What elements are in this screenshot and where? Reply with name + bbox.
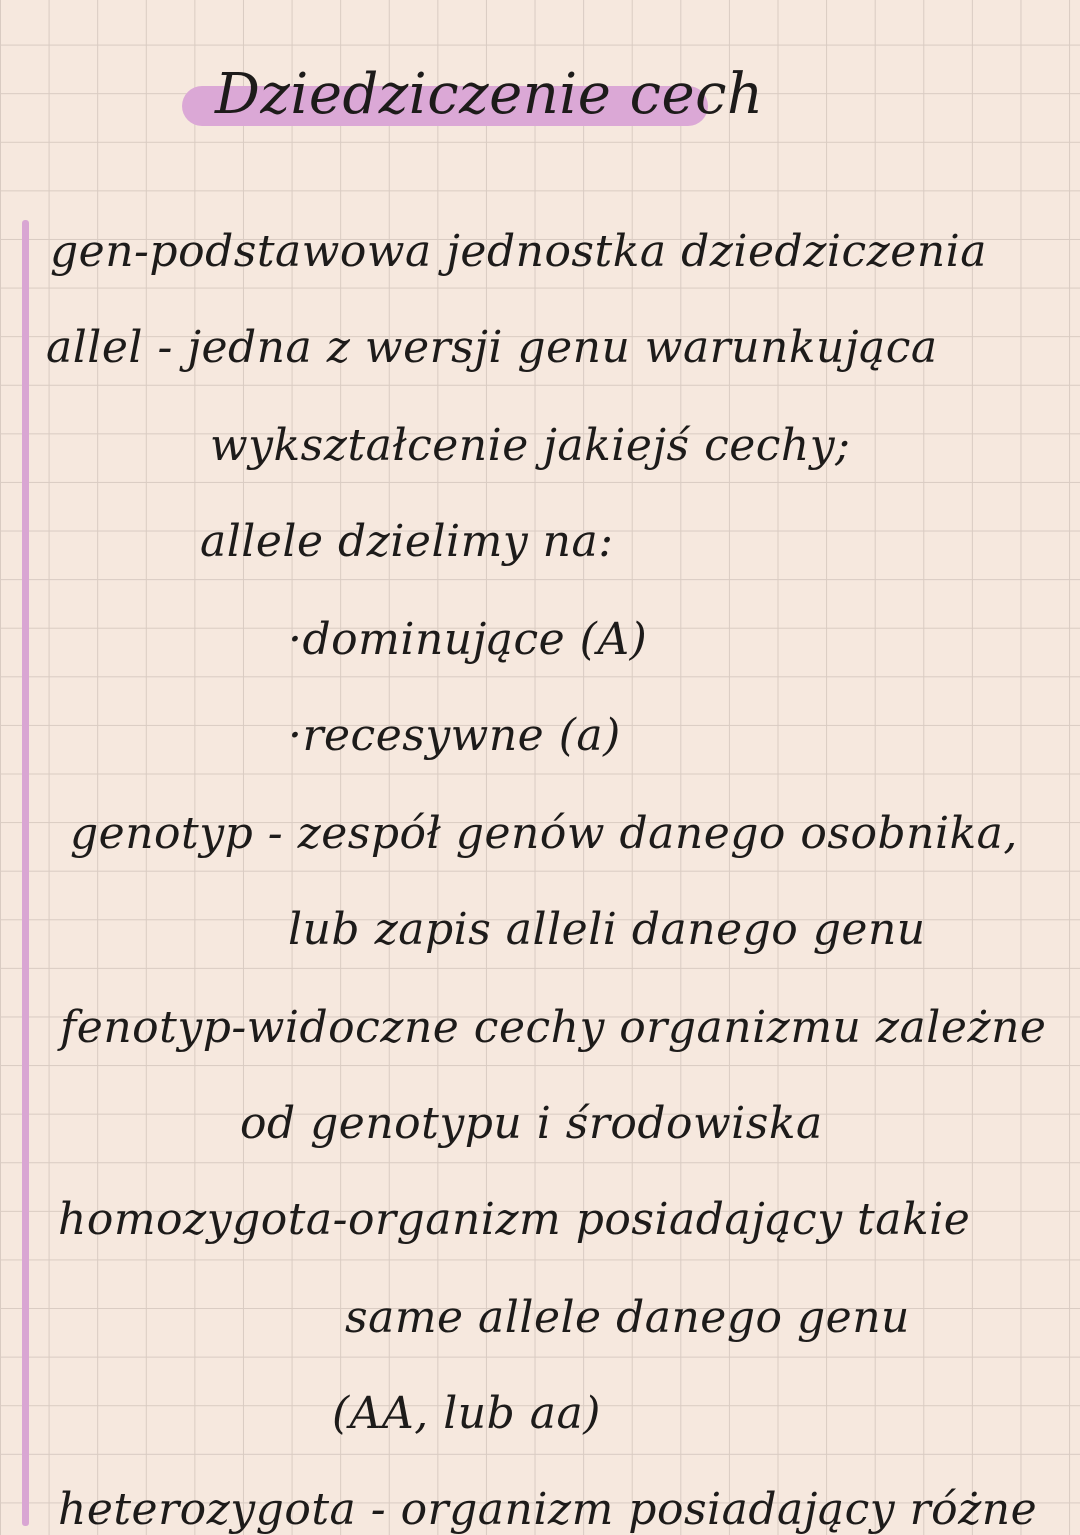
note-line-homozygote-example: (AA, lub aa): [332, 1388, 601, 1439]
note-line-homozygote: homozygota-organizm posiadający takie: [58, 1194, 971, 1245]
note-line-homozygote-cont: same allele danego genu: [345, 1292, 910, 1343]
page-title: Dziedziczenie cech: [215, 62, 764, 127]
note-line-phenotype-cont: od genotypu i środowiska: [240, 1098, 823, 1149]
note-line-allel: allel - jedna z wersji genu warunkująca: [46, 322, 938, 373]
note-line-allel-cont: wykształcenie jakiejś cechy;: [210, 420, 851, 471]
note-line-genotype-cont: lub zapis alleli danego genu: [288, 904, 926, 955]
note-line-heterozygote: heterozygota - organizm posiadający różne: [58, 1484, 1038, 1535]
note-line-genotype: genotyp - zespół genów danego osobnika,: [70, 808, 1018, 859]
note-line-recessive: ·recesywne (a): [288, 710, 621, 761]
note-line-gen: gen-podstawowa jednostka dziedziczenia: [50, 226, 987, 277]
note-line-allele-split: allele dzielimy na:: [200, 516, 614, 567]
note-line-dominant: ·dominujące (A): [288, 614, 648, 665]
note-line-phenotype: fenotyp-widoczne cechy organizmu zależne: [60, 1002, 1047, 1053]
margin-line: [22, 220, 29, 1526]
